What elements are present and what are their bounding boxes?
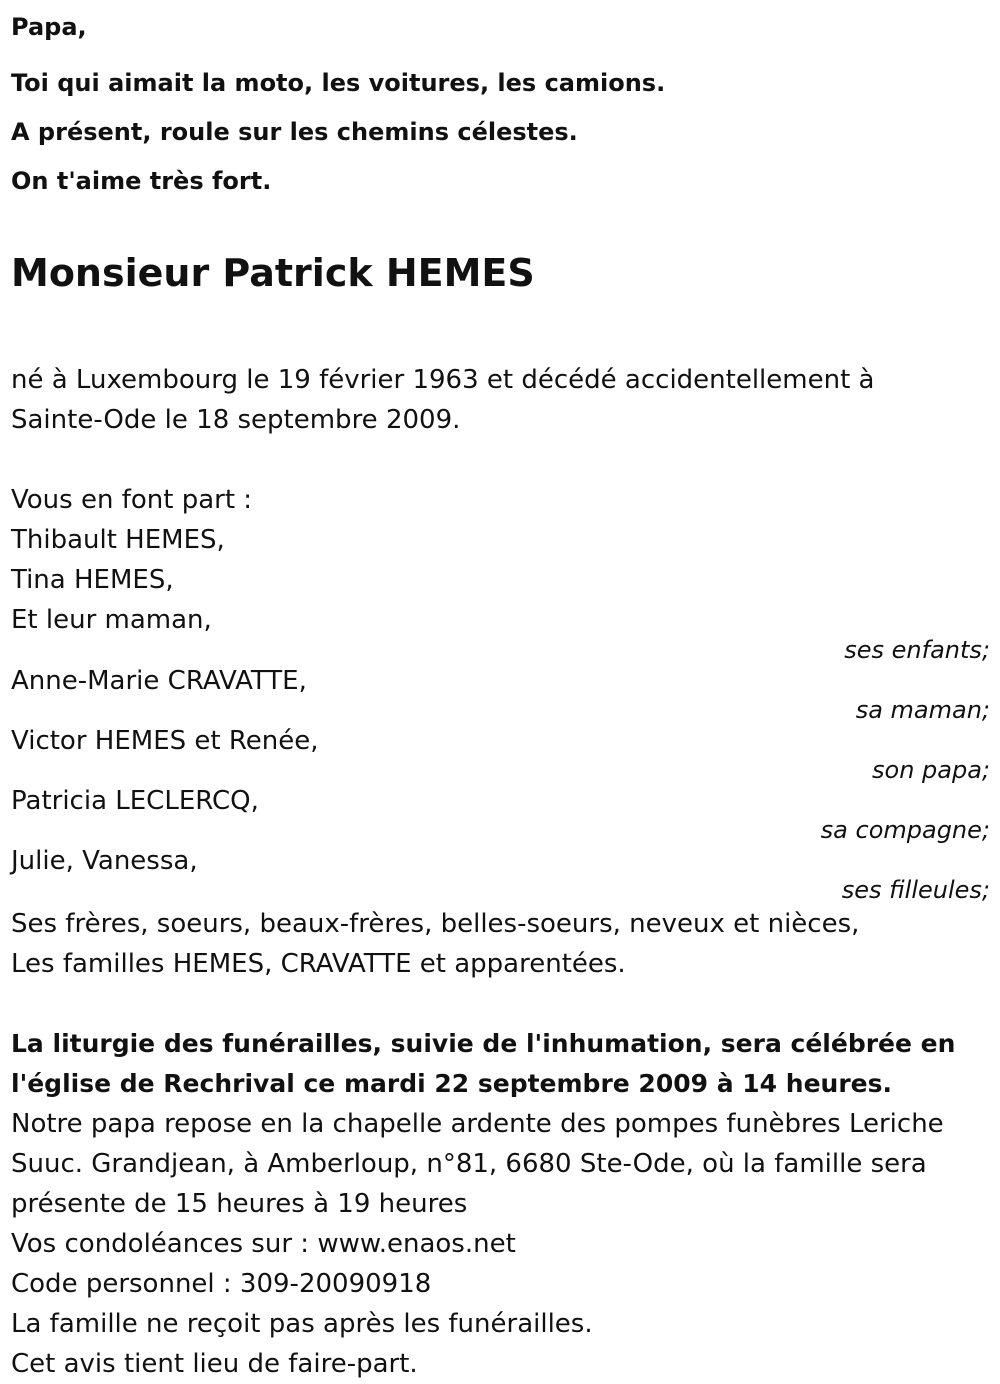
mourner-mother: Anne-Marie CRAVATTE, — [11, 666, 307, 696]
personal-code: Code personnel : 309-20090918 — [11, 1269, 432, 1299]
deceased-name: Monsieur Patrick HEMES — [11, 251, 535, 295]
role-children: ses enfants; — [844, 636, 990, 664]
mourner-partner: Patricia LECLERCQ, — [11, 786, 259, 816]
funeral-announcement — [11, 1024, 990, 1104]
no-visits-line: La famille ne reçoit pas après les funérailles. — [11, 1309, 593, 1339]
mourner-father: Victor HEMES et Renée, — [11, 726, 319, 756]
poem-line: A présent, roule sur les chemins célestes. — [11, 118, 578, 146]
extended-family — [11, 904, 990, 984]
birth-death-line: Sainte-Ode le 18 septembre 2009. — [11, 405, 461, 435]
announce-intro: Vous en font part : — [11, 485, 253, 515]
mourners-section — [11, 480, 990, 984]
role-goddaughters: ses filleules; — [841, 876, 990, 904]
siblings-line: Ses frères, soeurs, beaux-frères, belles-soeurs, neveux et nièces, — [11, 909, 860, 939]
poem-line: Toi qui aimait la moto, les voitures, les camions. — [11, 69, 666, 97]
funeral-line: l'église de Rechrival ce mardi 22 septembre 2009 à 14 heures. — [11, 1069, 892, 1098]
condolences-line: Vos condoléances sur : www.enaos.net — [11, 1229, 516, 1259]
poem-line: Papa, — [11, 13, 87, 41]
mourner-child: Tina HEMES, — [11, 565, 174, 595]
detail-line: Notre papa repose en la chapelle ardente des pompes funèbres Leriche — [11, 1109, 944, 1139]
role-mother: sa maman; — [855, 696, 990, 724]
mourner-goddaughters: Julie, Vanessa, — [11, 846, 198, 876]
funeral-details — [11, 1104, 990, 1384]
role-father: son papa; — [872, 756, 990, 784]
poem-line: On t'aime très fort. — [11, 167, 272, 195]
mourner-child-mother: Et leur maman, — [11, 605, 212, 635]
birth-death-line: né à Luxembourg le 19 février 1963 et décédé accidentellement à — [11, 365, 875, 395]
detail-line: présente de 15 heures à 19 heures — [11, 1189, 468, 1219]
mourner-child: Thibault HEMES, — [11, 525, 225, 555]
birth-death-info — [11, 360, 990, 440]
families-line: Les familles HEMES, CRAVATTE et apparentées. — [11, 949, 626, 979]
notice-line: Cet avis tient lieu de faire-part. — [11, 1349, 418, 1379]
funeral-line: La liturgie des funérailles, suivie de l'inhumation, sera célébrée en — [11, 1029, 956, 1058]
detail-line: Suuc. Grandjean, à Amberloup, n°81, 6680 Ste-Ode, où la famille sera — [11, 1149, 927, 1179]
role-partner: sa compagne; — [820, 816, 990, 844]
poem — [11, 0, 990, 206]
